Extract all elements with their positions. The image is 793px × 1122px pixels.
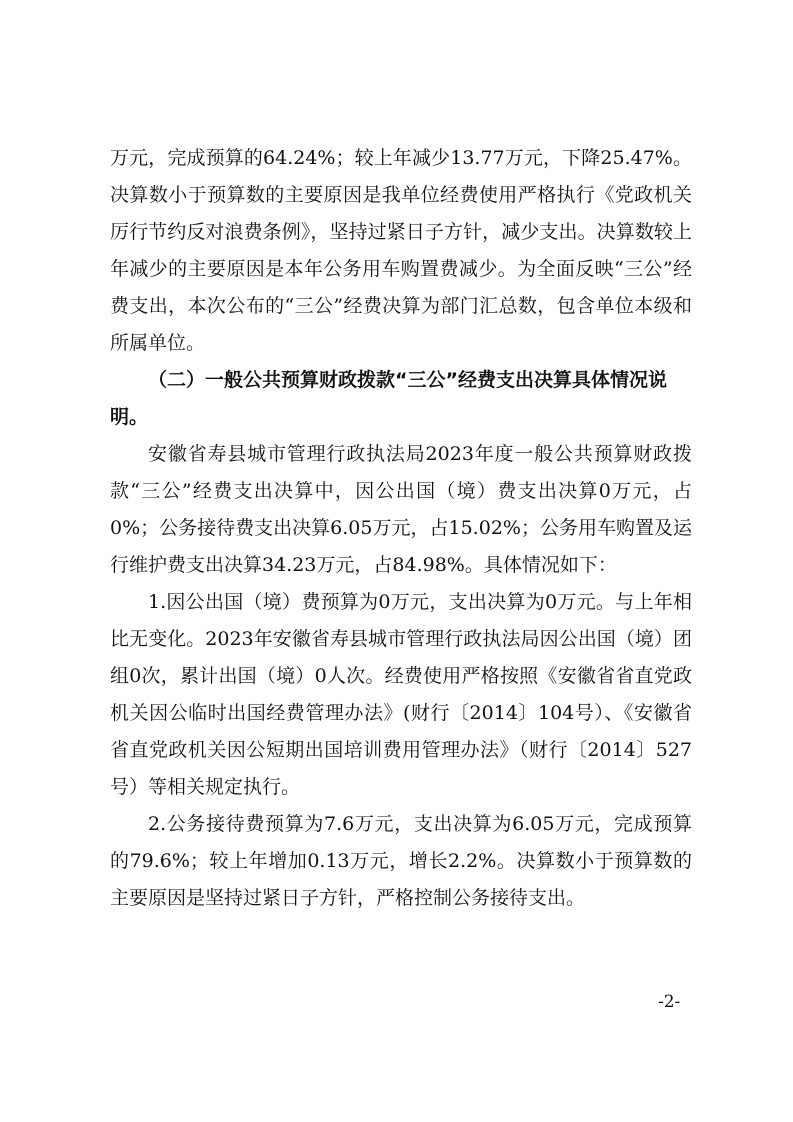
page-number: -2- (658, 992, 681, 1012)
paragraph-budget-continuation: 万元，完成预算的64.24%；较上年减少13.77万元，下降25.47%。决算数小于预算数的主要原因是我单位经费使用严格执行《党政机关厉行节约反对浪费条例》，坚持过紧日子方针，减少支出。决算数较上年减少的主要原因是本年公务用车购置费减少。为全面反映“三公”经费支出，本次公布的“三公”经费决算为部门汇总数，包含单位本级和所属单位。 (110, 147, 692, 354)
paragraph-official-reception: 2.公务接待费预算为7.6万元，支出决算为6.05万元，完成预算的79.6%；较上年增加0.13万元，增长2.2%。决算数小于预算数的主要原因是坚持过紧日子方针，严格控制公务接待支出。 (110, 813, 692, 909)
paragraph-expense-summary: 安徽省寿县城市管理行政执法局2023年度一般公共预算财政拨款“三公”经费支出决算中，因公出国（境）费支出决算0万元，占0%；公务接待费支出决算6.05万元，占15.02%；公务用车购置及运行维护费支出决算34.23万元，占84.98%。具体情况如下： (110, 443, 692, 576)
section-heading-three-public-expenses: （二）一般公共预算财政拨款“三公”经费支出决算具体情况说明。 (110, 369, 667, 428)
paragraph-overseas-travel: 1.因公出国（境）费预算为0万元，支出决算为0万元。与上年相比无变化。2023年安徽省寿县城市管理行政执法局因公出国（境）团组0次，累计出国（境）0人次。经费使用严格按照《安徽省省直党政机关因公临时出国经费管理办法》(财行〔2014〕104号）、《安徽省省直党政机关因公短期出国培训费用管理办法》（财行〔2014〕527号）等相关规定执行。 (110, 591, 692, 798)
document-body (110, 140, 692, 917)
